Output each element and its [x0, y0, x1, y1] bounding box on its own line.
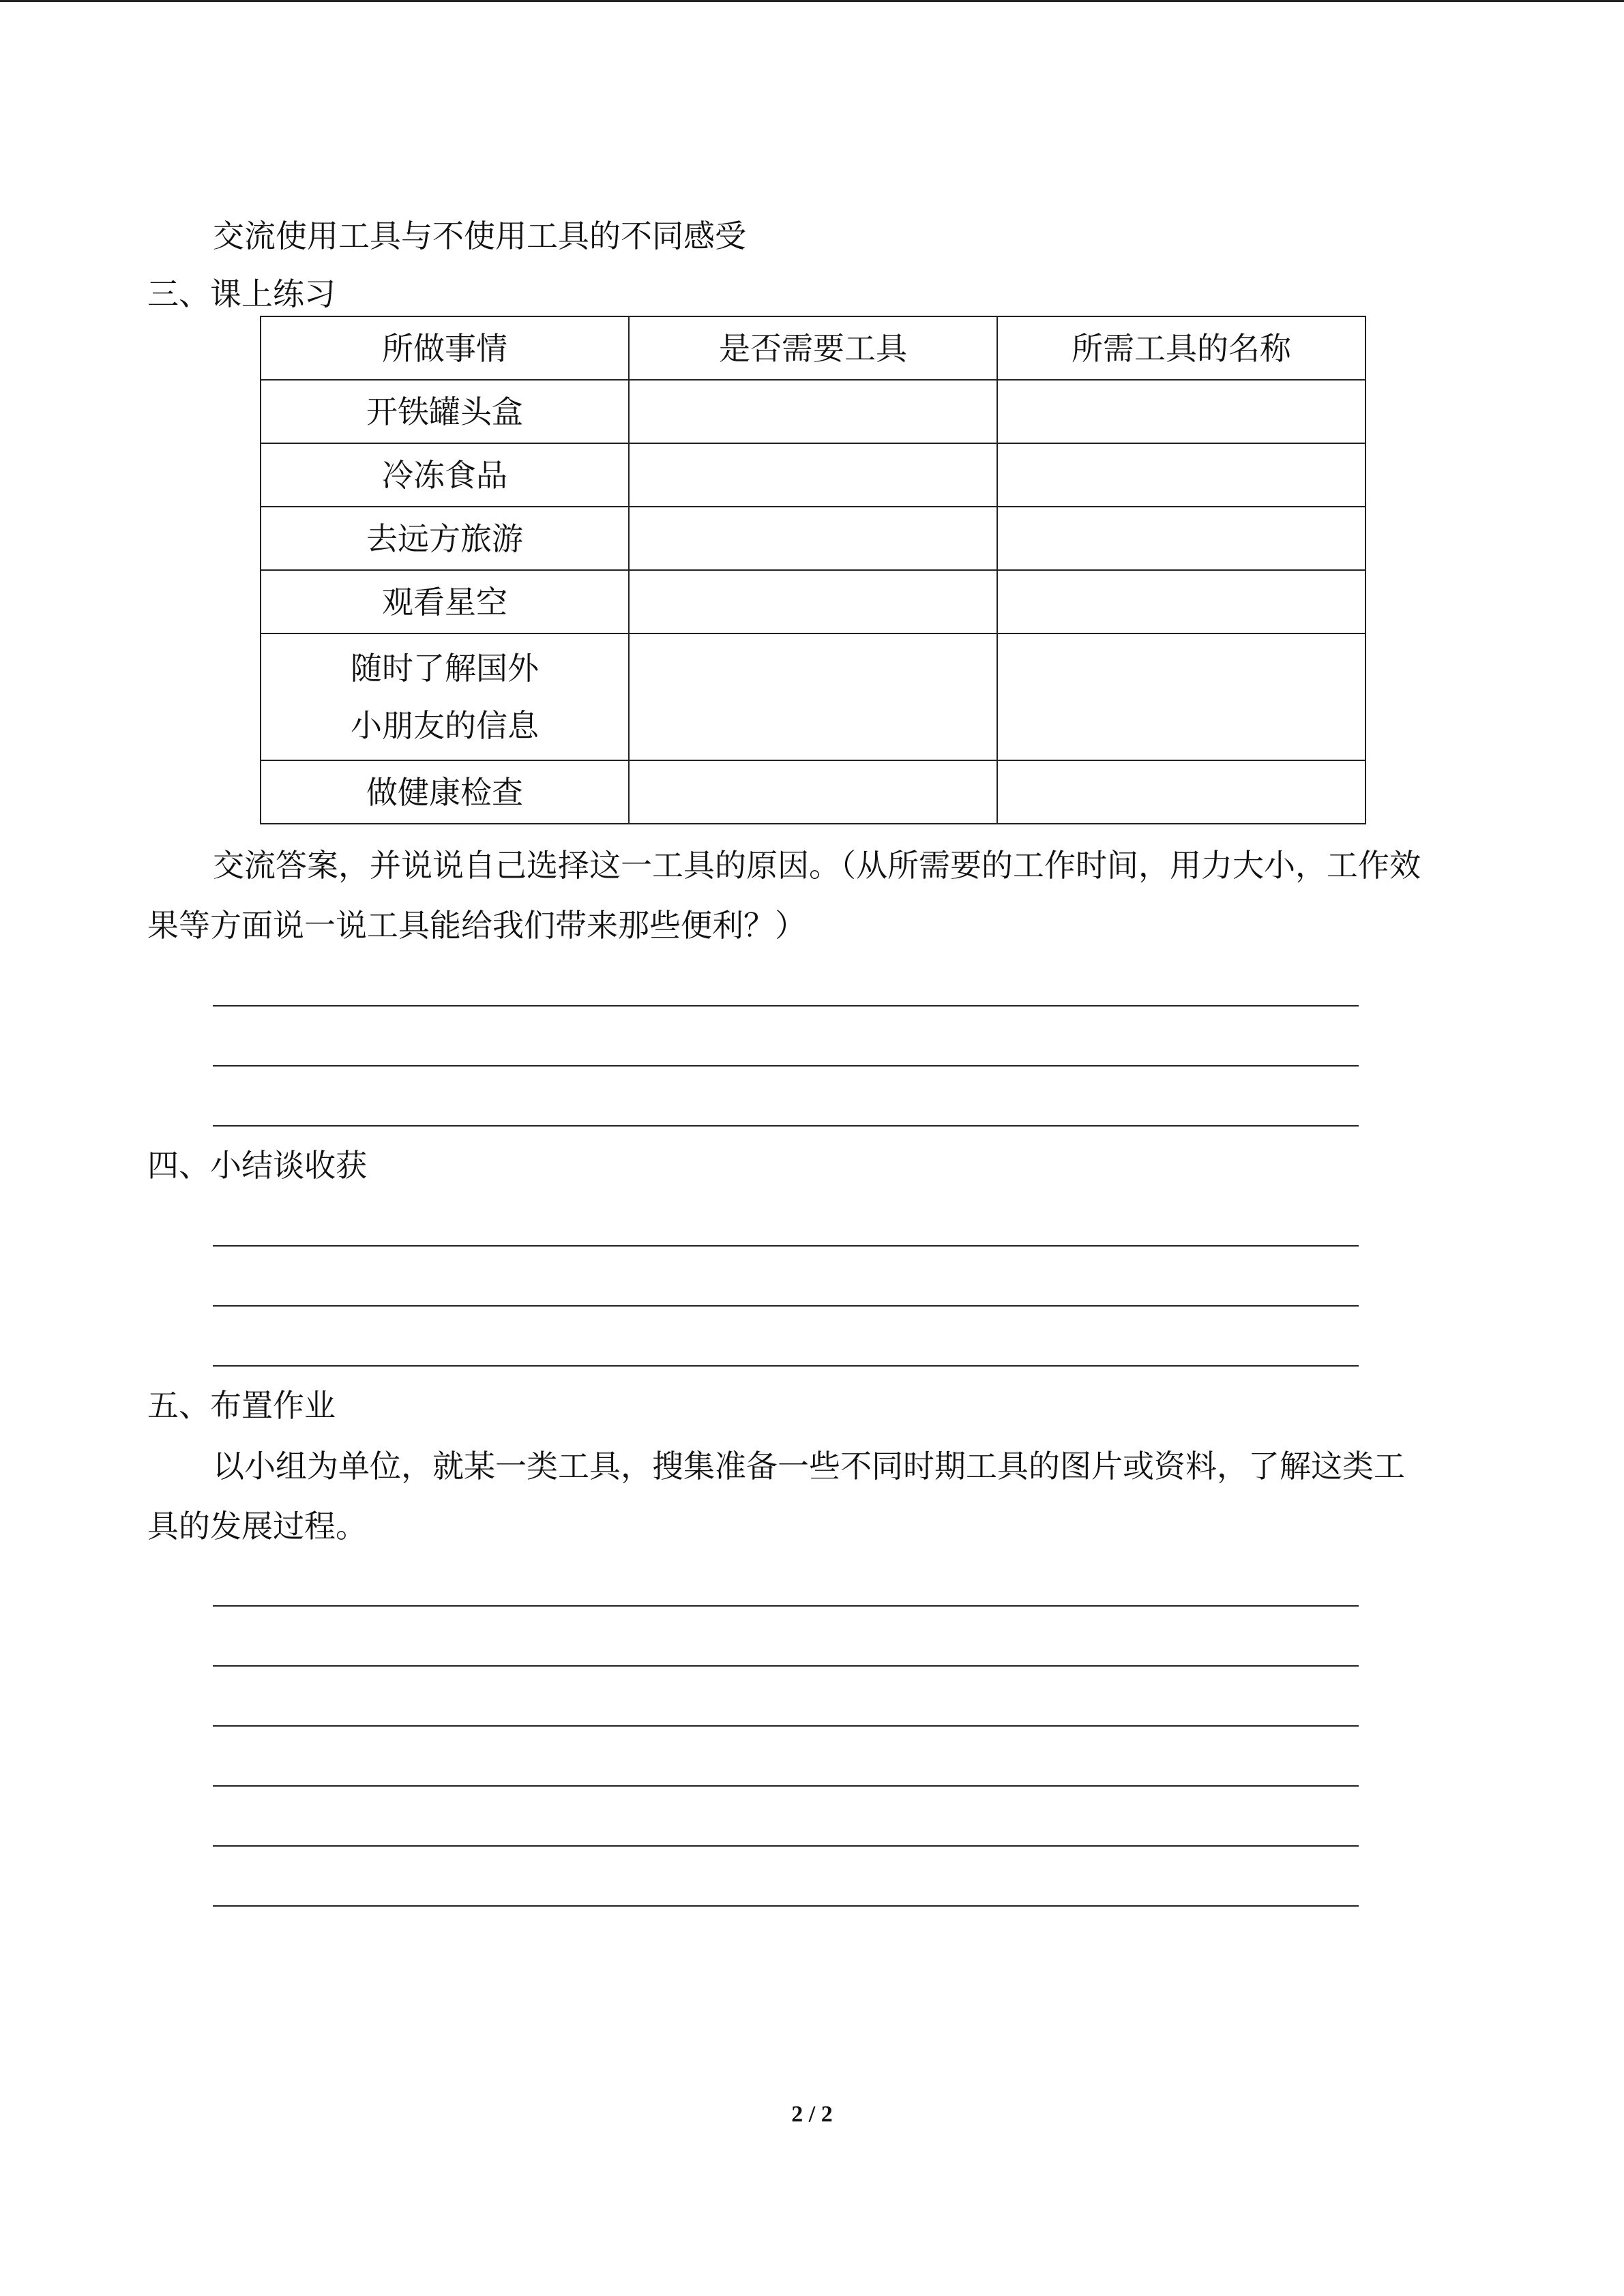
- page-number: 2 / 2: [791, 2102, 833, 2127]
- section-4-title: 四、小结谈收获: [147, 1147, 367, 1184]
- answer-line[interactable]: [213, 1845, 1359, 1847]
- discussion-text-line2: 果等方面说一说工具能给我们带来那些便利？）: [147, 907, 806, 944]
- table-row: [261, 760, 1365, 824]
- table-row: [261, 633, 1365, 760]
- answer-line[interactable]: [213, 1005, 1359, 1007]
- discussion-text-line1: 交流答案，并说说自己选择这一工具的原因。（从所需要的工作时间，用力大小，工作效: [213, 847, 1421, 884]
- need-tool-cell[interactable]: [629, 443, 997, 507]
- table-row: [261, 507, 1365, 570]
- intro-text: 交流使用工具与不使用工具的不同感受: [213, 218, 746, 254]
- tool-name-cell[interactable]: [997, 380, 1365, 443]
- task-cell: 观看星空: [261, 570, 629, 633]
- practice-table: [260, 316, 1366, 824]
- answer-line[interactable]: [213, 1125, 1359, 1127]
- need-tool-cell[interactable]: [629, 633, 997, 760]
- answer-line[interactable]: [213, 1785, 1359, 1787]
- need-tool-cell[interactable]: [629, 570, 997, 633]
- answer-line[interactable]: [213, 1605, 1359, 1607]
- task-cell: [261, 633, 629, 760]
- tool-name-cell[interactable]: [997, 507, 1365, 570]
- section-5-title: 五、布置作业: [147, 1387, 336, 1424]
- answer-line[interactable]: [213, 1905, 1359, 1907]
- task-cell: 冷冻食品: [261, 443, 629, 507]
- answer-line[interactable]: [213, 1665, 1359, 1667]
- tool-name-cell[interactable]: [997, 760, 1365, 824]
- table-row: [261, 443, 1365, 507]
- task-cell-line: 随时了解国外: [351, 650, 539, 687]
- answer-line[interactable]: [213, 1365, 1359, 1367]
- header-task: 所做事情: [261, 316, 629, 380]
- section-3-title: 三、课上练习: [147, 275, 336, 312]
- table-row: [261, 380, 1365, 443]
- answer-line[interactable]: [213, 1305, 1359, 1307]
- homework-text-line1: 以小组为单位，就某一类工具，搜集准备一些不同时期工具的图片或资料，了解这类工: [213, 1448, 1405, 1485]
- table-header-row: [261, 316, 1365, 380]
- table-row: [261, 570, 1365, 633]
- task-cell: 去远方旅游: [261, 507, 629, 570]
- answer-line[interactable]: [213, 1245, 1359, 1247]
- tool-name-cell[interactable]: [997, 570, 1365, 633]
- task-cell: 开铁罐头盒: [261, 380, 629, 443]
- tool-name-cell[interactable]: [997, 633, 1365, 760]
- header-need-tool: 是否需要工具: [629, 316, 997, 380]
- task-cell: 做健康检查: [261, 760, 629, 824]
- task-cell-line: 小朋友的信息: [351, 707, 539, 744]
- need-tool-cell[interactable]: [629, 380, 997, 443]
- answer-line[interactable]: [213, 1065, 1359, 1067]
- answer-line[interactable]: [213, 1725, 1359, 1727]
- need-tool-cell[interactable]: [629, 760, 997, 824]
- homework-text-line2: 具的发展过程。: [147, 1508, 367, 1545]
- tool-name-cell[interactable]: [997, 443, 1365, 507]
- header-tool-name: 所需工具的名称: [997, 316, 1365, 380]
- need-tool-cell[interactable]: [629, 507, 997, 570]
